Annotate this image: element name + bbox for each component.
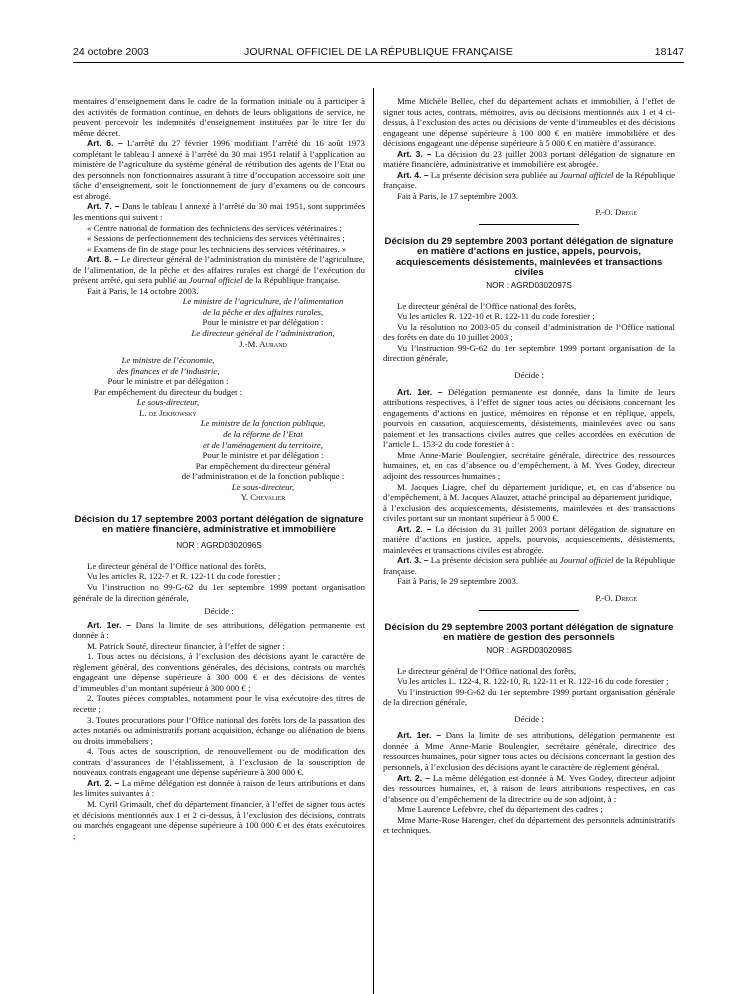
signatory-name: Y. Chevalier: [240, 492, 286, 503]
article-2: Art. 2. – La décision du 31 juillet 2003 portant délégation de signature en matière d’actions en justice, appels, pourvois, acquiescements, désistements, mainlevées et transactions civiles est abrogée.: [383, 523, 675, 555]
article-3: Art. 3. – La présente décision sera publiée au Journal officiel de la République française.: [383, 555, 675, 576]
article-3: Art. 3. – La décision du 23 juillet 2003 portant délégation de signature en matière financière, administrative et immobilière est abrogée.: [383, 148, 675, 170]
article-7: Art. 7. – Dans le tableau I annexé à l’arrêté du 30 mai 1951, sont supprimées les mentions qui suivent :: [73, 201, 365, 223]
paragraph: mentaires d’enseignement dans le cadre de la formation initiale ou à participer à des activités de formation continue, en dehors de leurs obligations de service, ne peuvent percevoir les indemnités d’enseignement instituées par le titre Ier du même décret.: [73, 96, 365, 138]
nor-reference: NOR : AGRD0302098S: [486, 646, 572, 656]
column-divider: [373, 88, 374, 994]
left-column: mentaires d’enseignement dans le cadre de la formation initiale ou à participer à des activités de formation continue, en dehors de leurs obligations de service, ne peuvent percevoir les indemnités d’enseignement instituées par le titre Ier du même décret. Art. 6. – L’arrêté du 27 février 1996 modifiant l’arrêté du 16 août 1973 complétant le tableau I annexé à l’arrêté du 30 mai 1951 relatif à l’application au ministère de l’agriculture du système général de rétribution des agents de l’Etat ou des personnels non fonctionnaires assurant à titre d’occupation accessoire soit une tâche d’enseignement, soit le fonctionnement de jury d’examens ou de concours est abrogé. Art. 7. – Dans le tableau I annexé à l’arrêté du 30 mai 1951, sont supprimées les mentions qui suivent : « Centre national de formation des techniciens des services vétérinaires ; « Sessions de perfectionnement des techniciens des services vétérinaires ; « Examens de fin de stage pour les techniciens des services vétérinaires. » Art. 8. – Le directeur général de l’administration du ministère de l’agriculture, de l’alimentation, de la pêche et des affaires rurales est chargé de l’exécution du présent arrêté, qui sera publié au Journal officiel de la République française. Fait à Paris, le 14 octobre 2003. Le ministre de l’agriculture, de l’alimentation de la pêche et des affaires rurales, Pour le ministre et par délégation : Le directeur général de l’administration, J.-M. Aurand Le ministre de l’économie, des finances et de l’industrie, Pour le ministre et par délégation : Par empêchement du directeur du budget : Le sous-directeur, L. de Jekhowsky Le ministre de la fonction publique, de la réforme de l’Etat et de l’aménagement du territoire, Pour le ministre et par délégation : Par empêchement du directeur général de l’administration et de la fonction publique : Le sous-directeur, Y. Chevalier Décision du 17 septembre 2003 portant délégation de signature en matière financière, administrative et immobilière NOR : AGRD0302096S Le directeur général de l’Office national des forêts, Vu les articles R. 122-7 et R. 122-11 du code forestier ; Vu l’instruction no 99-G-62 du 1er septembre 1999 portant organisation générale de la direction générale, Décide : Art. 1er. – Dans la limite de ses attributions, délégation permanente est donnée à : M. Patrick Souté, directeur financier, à l’effet de signer : 1. Tous actes ou décisions, à l’exclusion des décisions ayant le caractère de règlement général, des conventions générales, des décisions, contrats ou marchés engageant une dépense supérieure à 300 000 € et des décisions de ventes d’immeubles d’un montant supérieur à 300 000 € ; 2. Toutes pièces comptables, notamment pour le visa exécutoire des titres de recette ; 3. Toutes procurations pour l’Office national des forêts lors de la passation des actes notariés ou administratifs portant acquisition, échange ou aliénation de biens ou droits immobiliers ; 4. Tous actes de souscription, de renouvellement ou de modification des contrats d’assurances de l’établissement, à l’exclusion de la souscription de nouveaux contrats engageant une dépense supérieure à 300 000 €. Art. 2. – La même délégation est donnée à raison de leurs attributions et dans les limites suivantes à : M. Cyril Grimault, chef du département financier, à l’effet de signer tous actes et décisions mentionnés aux 1 et 2 ci-dessus, à l’exclusion des décisions, contrats ou marchés engageant une dépense supérieure à 100 000 € et des états exécutoires ;: [73, 96, 365, 841]
fait-a-paris: Fait à Paris, le 14 octobre 2003.: [87, 285, 199, 296]
list-item: 3. Toutes procurations pour l’Office national des forêts lors de la passation des actes notariés ou administratifs portant acquisition, échange ou aliénation de biens ou droits immobiliers ;: [73, 714, 365, 746]
article-2: Art. 2. – La même délégation est donnée à M. Yves Godey, directeur adjoint des ressources humaines, et, à raison de leurs attributions respectives, en cas d’absence ou d’empêchement de la directrice ou de son adjoint, à :: [383, 772, 675, 804]
decision-title: Décision du 17 septembre 2003 portant délégation de signature en matière financière, administrative et immobilière: [74, 513, 364, 536]
decision-title: Décision du 29 septembre 2003 portant délégation de signature en matière d’actions en justice, appels, pourvois, acquiescements désistements, mainlevées et transactions civiles: [384, 236, 674, 278]
article-4: Art. 4. – La présente décision sera publiée au Journal officiel de la République française.: [383, 169, 675, 191]
decide-heading: Décide :: [514, 713, 544, 724]
signatory-name: P.-O. Drege: [595, 592, 637, 603]
decision-title: Décision du 29 septembre 2003 portant délégation de signature en matière de gestion des personnels: [384, 621, 674, 643]
signatory-name: J.-M. Aurand: [239, 338, 287, 349]
signatory-name: P.-O. Drege: [595, 207, 637, 218]
decide-heading: Décide :: [204, 606, 234, 617]
signature-block-economie: Le ministre de l’économie, des finances et de l’industrie, Pour le ministre et par délégation : Par empêchement du directeur du budget : Le sous-directeur, L. de Jekhowsky: [73, 355, 263, 418]
page-header: [73, 46, 684, 62]
article-8: Art. 8. – Le directeur général de l’administration du ministère de l’agriculture, de l’alimentation, de la pêche et des affaires rurales est chargé de l’exécution du présent arrêté, qui sera publié au Journal officiel de la République française.: [73, 254, 365, 286]
article-6: Art. 6. – L’arrêté du 27 février 1996 modifiant l’arrêté du 16 août 1973 complétant le tableau I annexé à l’arrêté du 30 mai 1951 relatif à l’application au ministère de l’agriculture du système général de rétribution des agents de l’Etat ou des personnels non fonctionnaires assurant à titre d’occupation accessoire soit une tâche d’enseignement, soit le fonctionnement de jury d’examens ou de concours est abrogé.: [73, 138, 365, 201]
header-page-number: 18147: [654, 46, 684, 58]
signature-block-agriculture: Le ministre de l’agriculture, de l’alimentation de la pêche et des affaires rurales, Pour le ministre et par délégation : Le directeur général de l’administration, J.-M. Aurand: [73, 296, 365, 349]
article-1: Art. 1er. – Délégation permanente est donnée, dans la limite de leurs attributions respectives, à l’effet de signer tous actes ou décisions concernant les engagements d’actions en justice, mémoires en réponse et en réplique, appels, pourvois en cassation, acquiescements, désistements, mainlevées avec ou sans paiement et les transactions civiles autres que celles accordées en exécution de l’article L. 153-2 du code forestier à :: [383, 386, 675, 450]
header-title: JOURNAL OFFICIEL DE LA RÉPUBLIQUE FRANÇAISE: [244, 46, 513, 58]
quote-item: « Sessions de perfectionnement des techniciens des services vétérinaires ;: [87, 233, 345, 244]
list-item: 4. Tous actes de souscription, de renouvellement ou de modification des contrats d’assurances de l’établissement, à l’exclusion de la souscription de nouveaux contrats engageant une dépense supérieure à 300 000 €.: [73, 746, 365, 778]
signatory-name: L. de Jekhowsky: [139, 407, 197, 418]
signature-block-fonction-publique: Le ministre de la fonction publique, de la réforme de l’Etat et de l’aménagement du territoire, Pour le ministre et par délégation : Par empêchement du directeur général de l’administration et de la fonction publique : Le sous-directeur, Y. Chevalier: [73, 418, 365, 502]
header-rule: [73, 62, 684, 63]
quote-item: « Centre national de formation des techniciens des services vétérinaires ;: [87, 222, 342, 233]
header-date: 24 octobre 2003: [73, 46, 149, 58]
right-column: Mme Michèle Bellec, chef du département achats et immobilier, à l’effet de signer tous actes, contrats, mémoires, avis ou décisions mentionnés aux 1 et 4 ci-dessus, à l’exclusion des actes ou décisions de vente d’immeubles et des décisions engageant une dépense supérieure à 100 000 € en matière immobilière et des décisions engageant une dépense supérieure à 5 000 € en matière d’assurance. Art. 3. – La décision du 23 juillet 2003 portant délégation de signature en matière financière, administrative et immobilière est abrogée. Art. 4. – La présente décision sera publiée au Journal officiel de la République française. Fait à Paris, le 17 septembre 2003. P.-O. Drege Décision du 29 septembre 2003 portant délégation de signature en matière d’actions en justice, appels, pourvois, acquiescements désistements, mainlevées et transactions civiles NOR : AGRD0302097S Le directeur général de l’Office national des forêts, Vu les articles R. 122-10 et R. 122-11 du code forestier ; Vu la résolution no 2003-05 du conseil d’administration de l’Office national des forêts en date du 10 juillet 2003 ; Vu l’instruction 99-G-62 du 1er septembre 1999 portant organisation de la direction générale, Décide : Art. 1er. – Délégation permanente est donnée, dans la limite de leurs attributions respectives, à l’effet de signer tous actes ou décisions concernant les engagements d’actions en justice, mémoires en réponse et en réplique, appels, pourvois en cassation, acquiescements, désistements, mainlevées avec ou sans paiement et les transactions civiles autres que celles accordées en exécution de l’article L. 153-2 du code forestier à : Mme Anne-Marie Boulengier, secrétaire générale, directrice des ressources humaines, et, en cas d’absence ou d’empêchement, à M. Yves Godey, directeur adjoint des ressources humaines ; M. Jacques Liagre, chef du département juridique, et, en cas d’absence ou d’empêchement, à M. Jacques Alauzet, attaché principal au département juridique, à l’exclusion des acquiescements, désistements, mainlevées et des transactions civiles portant sur un montant supérieur à 5 000 €. Art. 2. – La décision du 31 juillet 2003 portant délégation de signature en matière d’actions en justice, appels, pourvois, acquiescements, désistements, mainlevées et transactions civiles est abrogée. Art. 3. – La présente décision sera publiée au Journal officiel de la République française. Fait à Paris, le 29 septembre 2003. P.-O. Drege Décision du 29 septembre 2003 portant délégation de signature en matière de gestion des personnels NOR : AGRD0302098S Le directeur général de l’Office national des forêts, Vu les articles L. 122-4, R. 122-10, R. 122-11 et R. 122-16 du code forestier ; Vu l’instruction 99-G-62 du 1er septembre 1999 portant organisation générale de la direction générale, Décide : Art. 1er. – Dans la limite de ses attributions, délégation permanente est donnée à Mme Anne-Marie Boulengier, secrétaire générale, directrice des ressources humaines, pour signer tous actes ou décisions concernant la gestion des personnels, à l’exclusion des décisions ayant le caractère de règlement général. Art. 2. – La même délégation est donnée à M. Yves Godey, directeur adjoint des ressources humaines, et, à raison de leurs attributions respectives, en cas d’absence ou d’empêchement de la directrice ou de son adjoint, à : Mme Laurence Lefebvre, chef du département des cadres ; Mme Marie-Rose Harenger, chef du département des personnels administratifs et techniques.: [383, 96, 675, 836]
nor-reference: NOR : AGRD0302096S: [176, 541, 262, 551]
decide-heading: Décide :: [514, 370, 544, 381]
article-1: Art. 1er. – Dans la limite de ses attributions, délégation permanente est donnée à Mme Anne-Marie Boulengier, secrétaire générale, directrice des ressources humaines, pour signer tous actes ou décisions concernant la gestion des personnels, à l’exclusion des décisions ayant le caractère de règlement général.: [383, 730, 675, 773]
list-item: 1. Tous actes ou décisions, à l’exclusion des décisions ayant le caractère de règlement général, des conventions générales, des décisions, contrats ou marchés engageant une dépense supérieure à 300 000 € et des décisions de ventes d’immeubles d’un montant supérieur à 300 000 € ;: [73, 651, 365, 693]
list-item: 2. Toutes pièces comptables, notamment pour le visa exécutoire des titres de recette ;: [73, 693, 365, 715]
article-2: Art. 2. – La même délégation est donnée à raison de leurs attributions et dans les limites suivantes à :: [73, 777, 365, 799]
nor-reference: NOR : AGRD0302097S: [486, 281, 572, 291]
quote-item: « Examens de fin de stage pour les techniciens des services vétérinaires. »: [87, 243, 347, 254]
article-1: Art. 1er. – Dans la limite de ses attributions, délégation permanente est donnée à :: [73, 619, 365, 641]
